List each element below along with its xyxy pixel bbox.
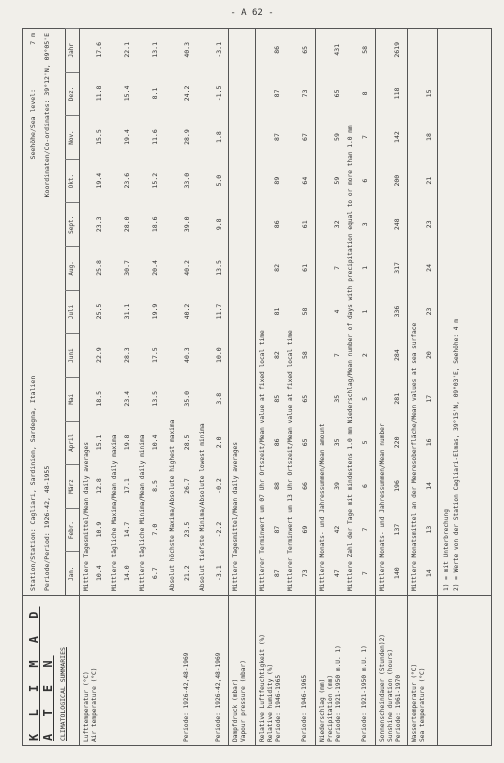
value-cell: 15.5	[95, 129, 103, 145]
value-cell: 28.0	[123, 216, 131, 233]
value-cell: 196	[393, 480, 401, 492]
value-cell: 82	[273, 263, 281, 272]
sea-temp-label-en: Sea temperature (°C)	[419, 667, 426, 742]
value-cell: 281	[393, 392, 401, 405]
value-cell: 24	[425, 263, 433, 272]
month-header: Juni	[65, 333, 79, 377]
value-cell: 35	[333, 394, 341, 403]
value-cell: 21.2	[183, 565, 191, 582]
value-cell: 15	[425, 89, 433, 98]
value-cell: 3	[361, 222, 369, 227]
value-cell: 7	[361, 135, 369, 140]
station-period: Periode/Period: 1926-42, 48-1955	[43, 465, 51, 591]
value-cell: 17.6	[95, 42, 103, 58]
value-cell: 69	[301, 525, 309, 534]
value-cell: 22.9	[95, 347, 103, 363]
value-cell: 25.8	[95, 260, 103, 276]
value-cell: -2.2	[215, 521, 223, 538]
value-cell: 58	[361, 45, 369, 54]
table-subtitle: CLIMATOLOGICAL SUMMARIES	[59, 647, 67, 741]
value-cell: 87	[273, 133, 281, 141]
value-cell: 88	[273, 482, 281, 490]
value-cell: 23.3	[95, 216, 103, 233]
row-label: Mittlere Tagesmittel/Mean daily averages	[232, 441, 239, 591]
station-name: Station/Station: Cagliari, Sardinien, Sardegna, Italien	[29, 375, 37, 591]
value-cell: 5	[361, 396, 369, 401]
page-number: - A 62 -	[230, 8, 274, 18]
value-cell: 86	[273, 220, 281, 229]
value-cell: 10.4	[151, 434, 159, 451]
value-cell: 11.7	[215, 303, 223, 320]
value-cell: 8	[361, 91, 369, 96]
value-cell: 18.6	[151, 216, 159, 233]
value-cell: 19.9	[151, 303, 159, 320]
value-cell: 5.0	[215, 174, 223, 187]
value-cell: 59	[333, 133, 341, 141]
month-header: April	[65, 421, 79, 465]
value-cell: -0.2	[215, 478, 223, 494]
value-cell: 11.8	[95, 85, 103, 102]
station-header	[23, 29, 66, 595]
footnote-2: 2) = Werte von der Station Cagliari-Elmas, 39°15'N, 09°03'E, Seehöhe: 4 m	[453, 319, 460, 591]
value-cell: 118	[393, 87, 401, 100]
value-cell: 28.5	[183, 434, 191, 451]
value-cell: 30.7	[123, 260, 131, 276]
vapour-label-de: Dampfdruck (mbar)	[232, 678, 239, 742]
value-cell: 18	[425, 133, 433, 141]
value-cell: 32	[333, 220, 341, 229]
value-cell: 17.5	[151, 347, 159, 363]
value-cell: 23.4	[123, 390, 131, 407]
row-label: Mittlere Monats- und Jahressummen/Mean number	[379, 423, 386, 591]
value-cell: 87	[273, 89, 281, 98]
value-cell: 87	[273, 525, 281, 534]
value-cell: 14.0	[123, 565, 131, 582]
value-cell: 142	[393, 131, 401, 143]
month-header: Jan.	[65, 551, 79, 595]
value-cell: 59	[333, 176, 341, 185]
value-cell: 431	[333, 43, 341, 56]
value-cell: 81	[273, 307, 281, 316]
value-cell: 7	[333, 353, 341, 358]
sunshine-label-en: Sunshine duration (hours)	[387, 648, 394, 742]
value-cell: 19.4	[123, 129, 131, 145]
value-cell: 67	[301, 133, 309, 141]
value-cell: 28.3	[123, 347, 131, 363]
value-cell: 5	[361, 440, 369, 445]
value-cell: 61	[301, 263, 309, 272]
value-cell: 22.1	[123, 42, 131, 58]
left-label-column	[23, 595, 491, 745]
climate-table-page	[22, 28, 492, 746]
value-cell: 137	[393, 523, 401, 536]
value-cell: 20.4	[151, 260, 159, 276]
month-header: Juli	[65, 290, 79, 334]
value-cell: 8.1	[151, 87, 159, 100]
month-header: Dez.	[65, 72, 79, 116]
precip-period: Periode: 1921-1950 m.U. 1)	[335, 645, 342, 742]
sea-temp-label-de: Wassertemperatur (°C)	[411, 663, 418, 742]
value-cell: 2619	[393, 42, 401, 58]
sea-level-value: 7 m	[29, 33, 37, 45]
value-cell: 14	[425, 482, 433, 490]
value-cell: 11.6	[151, 129, 159, 145]
row-label: Mittlere Monats- und Jahressummen/Mean amount	[319, 423, 326, 591]
value-cell: 23.6	[123, 172, 131, 189]
value-cell: 65	[301, 394, 309, 403]
value-cell: 15.2	[151, 172, 159, 189]
value-cell: 65	[333, 89, 341, 98]
climate-table	[22, 28, 492, 746]
value-cell: 9.8	[215, 218, 223, 231]
value-cell: 23	[425, 220, 433, 229]
value-cell: 7	[333, 265, 341, 270]
value-cell: 21	[425, 176, 433, 185]
row-label: Absolut höchste Maxima/Absolute highest maxima	[169, 419, 176, 591]
value-cell: 86	[273, 438, 281, 447]
month-header: Mai	[65, 377, 79, 421]
value-cell: 6	[361, 484, 369, 488]
month-header: März	[65, 464, 79, 508]
value-cell: 89	[273, 176, 281, 185]
value-cell: 200	[393, 174, 401, 187]
value-cell: 23	[425, 307, 433, 316]
value-cell: 14.7	[123, 521, 131, 538]
value-cell: 140	[393, 567, 401, 580]
value-cell: 87	[273, 569, 281, 578]
period-label-a: Periode: 1926-42,48-1969	[183, 652, 190, 742]
value-cell: 40.2	[183, 303, 191, 320]
value-cell: 33.0	[183, 172, 191, 189]
value-cell: 8.5	[151, 480, 159, 492]
value-cell: 284	[393, 349, 401, 362]
month-header: Febr.	[65, 508, 79, 552]
value-cell: 73	[301, 569, 309, 578]
table-title: K L I M A D A T E N	[27, 606, 55, 741]
humidity-period-2: Periode: 1946-1965	[301, 674, 308, 742]
value-cell: 2.0	[215, 436, 223, 449]
value-cell: 82	[273, 351, 281, 360]
footnote-1: 1) = mit Unterbrechung	[443, 509, 450, 591]
value-cell: 7.0	[151, 523, 159, 536]
humidity-label-en: Relative humidity (%)	[267, 663, 274, 742]
value-cell: 28.9	[183, 129, 191, 145]
value-cell: 12.8	[95, 478, 103, 494]
month-header: Nov.	[65, 115, 79, 159]
value-cell: 66	[301, 482, 309, 490]
month-header: Okt.	[65, 159, 79, 203]
value-cell: 6.7	[151, 567, 159, 580]
air-temp-label-de: Lufttemperatur (°C)	[83, 671, 90, 742]
value-cell: -1.5	[215, 85, 223, 102]
value-cell: 13.1	[151, 42, 159, 58]
value-cell: 24.2	[183, 85, 191, 102]
row-label: Mittlere Zahl der Tage mit mindestens 1.0 mm Niederschlag/Mean number of days with precipitation equal to or more than 1.0 mm	[347, 125, 354, 591]
value-cell: 64	[301, 176, 309, 185]
value-cell: 3.8	[215, 392, 223, 405]
period-label-b: Periode: 1926-42,48-1969	[215, 652, 222, 742]
month-header: Jahr	[65, 28, 79, 72]
row-label: Mittlere tägliche Minima/Mean daily minima	[139, 434, 146, 591]
value-cell: -3.1	[215, 565, 223, 582]
sunshine-period: Periode: 1961-1970	[395, 674, 402, 742]
value-cell: 39.0	[183, 216, 191, 233]
value-cell: 1	[361, 309, 369, 314]
air-temp-label-en: Air temperature (°C)	[91, 667, 98, 742]
value-cell: 40.2	[183, 260, 191, 276]
value-cell: 1.8	[215, 131, 223, 143]
value-cell: 10.9	[95, 521, 103, 538]
value-cell: 10.4	[95, 565, 103, 582]
value-cell: 26.7	[183, 478, 191, 494]
value-cell: 58	[301, 351, 309, 360]
value-cell: 19.8	[123, 434, 131, 451]
value-cell: 6	[361, 178, 369, 183]
row-label: Mittlere Tagesmittel/Mean daily averages	[83, 441, 90, 591]
value-cell: 86	[273, 45, 281, 54]
month-header: Sept.	[65, 202, 79, 246]
coordinates: Koordinaten/Co-ordinates: 39°12'N, 09°05'E	[43, 33, 51, 198]
row-label: Mittlere tägliche Maxima/Mean daily maxima	[111, 434, 118, 591]
month-header-row	[65, 29, 80, 595]
value-cell: 15.1	[95, 434, 103, 451]
value-cell: 14	[425, 569, 433, 578]
data-area	[23, 29, 491, 595]
value-cell: 2	[361, 353, 369, 358]
value-cell: 61	[301, 220, 309, 229]
value-cell: 25.5	[95, 303, 103, 320]
value-cell: 10.0	[215, 347, 223, 363]
humidity-label-de: Relative Luftfeuchtigkeit (%)	[259, 633, 266, 742]
value-cell: 35	[333, 438, 341, 447]
value-cell: 47	[333, 569, 341, 578]
value-cell: -3.1	[215, 42, 223, 58]
humidity-period: Periode: 1946-1965	[275, 674, 282, 742]
value-cell: 1	[361, 265, 369, 270]
value-cell: 20	[425, 351, 433, 360]
value-cell: 42	[333, 525, 341, 534]
value-cell: 39	[333, 482, 341, 490]
value-cell: 220	[393, 436, 401, 449]
value-cell: 65	[301, 45, 309, 54]
value-cell: 13	[425, 525, 433, 534]
value-cell: 7	[361, 527, 369, 532]
value-cell: 85	[273, 394, 281, 403]
value-cell: 40.3	[183, 347, 191, 363]
value-cell: 13.5	[215, 260, 223, 276]
value-cell: 17.1	[123, 478, 131, 494]
sea-level-label: Seehöhe/Sea level:	[29, 89, 37, 160]
value-cell: 336	[393, 305, 401, 318]
value-cell: 17	[425, 394, 433, 403]
value-cell: 19.4	[95, 172, 103, 189]
precip-period-2: Periode: 1921-1950 m.U. 1)	[361, 645, 368, 742]
row-label: Mittlere Monatsmittel an der Meeresoberfläche/Mean values at sea surface	[411, 322, 418, 591]
value-cell: 317	[393, 262, 401, 274]
month-header: Aug.	[65, 246, 79, 290]
value-cell: 58	[301, 307, 309, 316]
value-cell: 248	[393, 218, 401, 231]
value-cell: 16	[425, 438, 433, 447]
value-cell: 4	[333, 309, 341, 314]
value-cell: 40.3	[183, 42, 191, 58]
value-cell: 31.1	[123, 303, 131, 320]
value-cell: 7	[361, 571, 369, 576]
value-cell: 23.5	[183, 521, 191, 538]
vapour-label-en: Vapour pressure (mbar)	[240, 660, 247, 742]
precip-label-de: Niederschlag (mm)	[319, 678, 326, 742]
row-label: Absolut tiefste Minima/Absolute lowest minima	[199, 423, 206, 591]
value-cell: 65	[301, 438, 309, 447]
value-cell: 13.5	[151, 390, 159, 407]
value-cell: 18.5	[95, 390, 103, 407]
value-cell: 73	[301, 89, 309, 98]
value-cell: 35.0	[183, 390, 191, 407]
sunshine-label-de: Sonnenscheindauer (Stunden)2)	[379, 633, 386, 742]
row-label: Mittlerer Terminwert um 13 Uhr Ortszeit/Mean value at fixed local time	[287, 330, 294, 591]
value-cell: 15.4	[123, 85, 131, 102]
precip-label-en: Precipitation (mm)	[327, 674, 334, 742]
row-label: Mittlerer Terminwert um 07 Uhr Ortszeit/Mean value at fixed local time	[259, 330, 266, 591]
